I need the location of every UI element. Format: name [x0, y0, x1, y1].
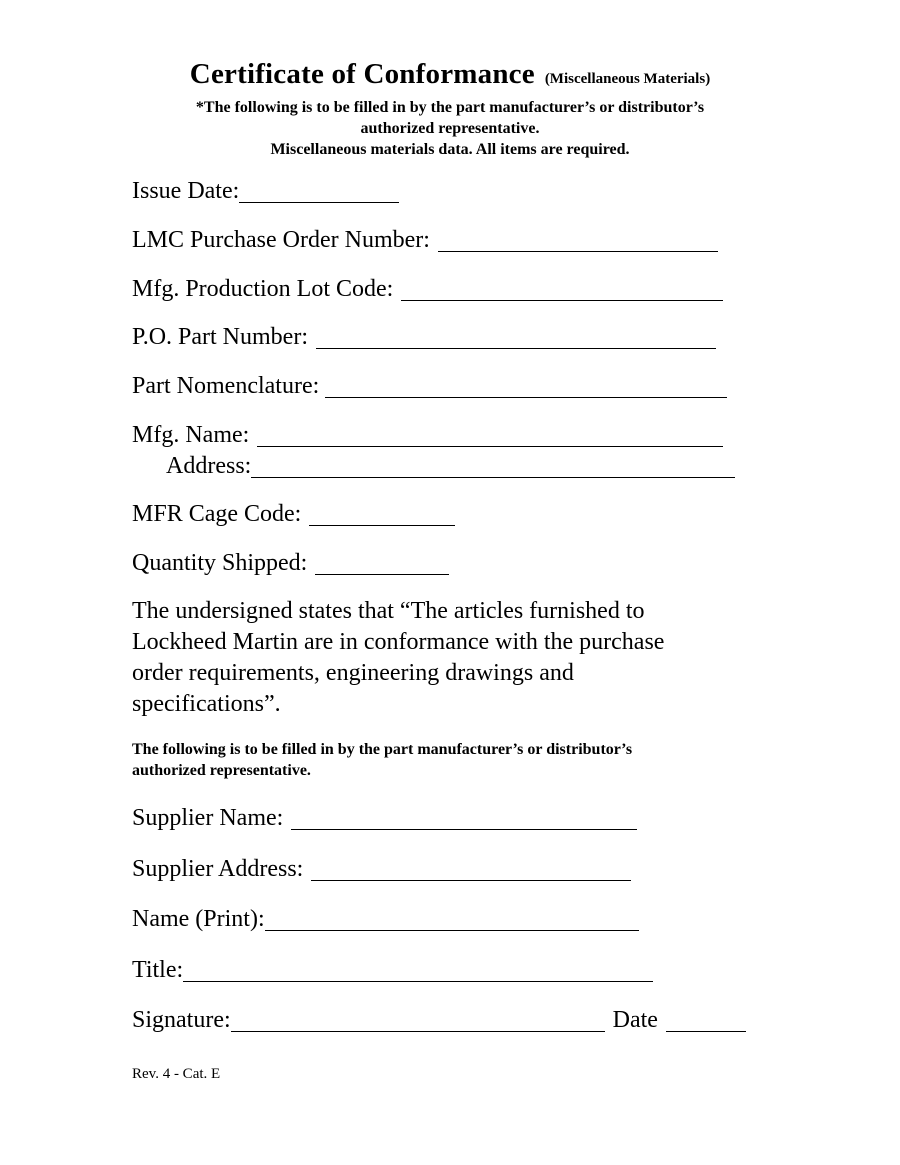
title-blank[interactable] [183, 981, 653, 982]
supplier-address-field [132, 854, 631, 884]
statement-line-4: specifications”. [132, 691, 281, 717]
part-number-field [132, 322, 716, 352]
mfg-name-field [132, 420, 723, 450]
header-note-line-2: authorized representative. [360, 120, 540, 137]
date-blank[interactable] [666, 1031, 746, 1032]
revision-label: Rev. 4 - Cat. E [132, 1066, 221, 1082]
signature-field [132, 1005, 746, 1035]
supplier-note-line-2: authorized representative. [132, 762, 311, 779]
part-number-blank[interactable] [316, 348, 716, 349]
issue-date-label: Issue Date: [132, 178, 240, 204]
issue-date-field [132, 176, 399, 206]
nomenclature-field [132, 371, 727, 401]
quantity-blank[interactable] [315, 574, 449, 575]
mfg-name-label: Mfg. Name: [132, 422, 250, 448]
statement-line-1: The undersigned states that “The articles furnished to [132, 598, 645, 624]
address-label: Address: [166, 453, 252, 479]
signature-label: Signature: [132, 1007, 231, 1033]
lot-code-label: Mfg. Production Lot Code: [132, 276, 394, 302]
header-note-line-1: *The following is to be filled in by the part manufacturer’s or distributor’s [195, 99, 705, 116]
po-number-blank[interactable] [438, 251, 718, 252]
print-name-label: Name (Print): [132, 906, 265, 932]
title-field [132, 955, 653, 985]
title-label: Title: [132, 957, 184, 983]
mfg-name-blank[interactable] [257, 446, 723, 447]
header-note-line-3: Miscellaneous materials data. All items are required. [270, 141, 630, 158]
supplier-address-blank[interactable] [311, 880, 631, 881]
supplier-name-label: Supplier Name: [132, 805, 284, 831]
cage-code-field [132, 499, 455, 529]
po-number-field [132, 225, 718, 255]
quantity-field [132, 548, 449, 578]
supplier-name-field [132, 803, 637, 833]
cage-code-label: MFR Cage Code: [132, 501, 302, 527]
issue-date-blank[interactable] [239, 202, 399, 203]
nomenclature-blank[interactable] [325, 397, 727, 398]
supplier-address-label: Supplier Address: [132, 856, 304, 882]
signature-blank[interactable] [231, 1031, 605, 1032]
title-line [0, 56, 900, 97]
document-header [0, 56, 900, 160]
document-title: Certificate of Conformance [189, 58, 535, 90]
lot-code-field [132, 274, 723, 304]
po-number-label: LMC Purchase Order Number: [132, 227, 430, 253]
document-subtitle: (Miscellaneous Materials) [544, 71, 711, 87]
supplier-note-line-1: The following is to be filled in by the part manufacturer’s or distributor’s [132, 741, 633, 758]
address-blank[interactable] [251, 477, 735, 478]
cage-code-blank[interactable] [309, 525, 455, 526]
nomenclature-label: Part Nomenclature: [132, 373, 320, 399]
print-name-blank[interactable] [265, 930, 639, 931]
date-label: Date [612, 1007, 658, 1033]
lot-code-blank[interactable] [401, 300, 723, 301]
address-field [166, 451, 735, 481]
supplier-name-blank[interactable] [291, 829, 637, 830]
print-name-field [132, 904, 639, 934]
statement-line-3: order requirements, engineering drawings and [132, 660, 574, 686]
conformance-statement [132, 596, 732, 720]
quantity-label: Quantity Shipped: [132, 550, 308, 576]
part-number-label: P.O. Part Number: [132, 324, 308, 350]
statement-line-2: Lockheed Martin are in conformance with the purchase [132, 629, 665, 655]
supplier-note [132, 739, 632, 781]
